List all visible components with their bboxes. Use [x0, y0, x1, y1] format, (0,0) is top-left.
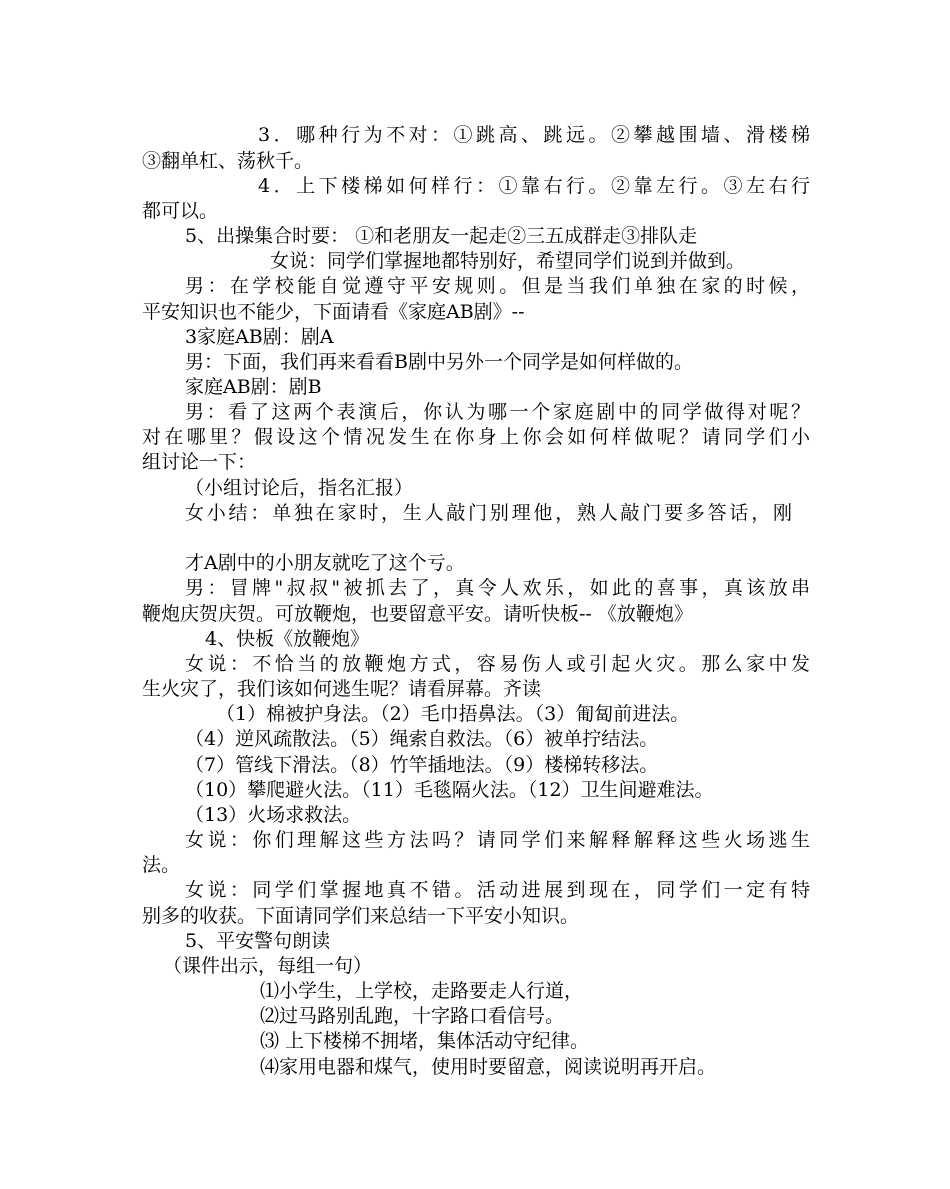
text-line: （课件出示，每组一句）	[163, 955, 373, 977]
text-line: （4）逆风疏散法。（5）绳索自救法。（6）被单拧结法。	[185, 728, 659, 750]
text-line: 生火灾了，我们该如何逃生呢？请看屏幕。齐读	[142, 678, 542, 700]
text-line: 对在哪里？假设这个情况发生在你身上你会如何样做呢？请同学们小	[142, 426, 810, 448]
text-line: 都可以。	[142, 200, 219, 222]
text-line: 男：在学校能自觉遵守平安规则。但是当我们单独在家的时候，	[185, 275, 810, 297]
text-line: 5、平安警句朗读	[185, 930, 331, 952]
text-line: ⑷家用电器和煤气，使用时要留意，阅读说明再开启。	[260, 1056, 717, 1078]
text-line: ③翻单杠、荡秋千。	[142, 150, 314, 172]
text-line: 女说：同学们掌握地真不错。活动进展到现在，同学们一定有特	[185, 879, 810, 901]
text-line: 男：看了这两个表演后，你认为哪一个家庭剧中的同学做得对呢？	[185, 401, 810, 423]
text-line: 4．上下楼梯如何样行：①靠右行。②靠左行。③左右行	[258, 175, 810, 197]
text-line: （7）管线下滑法。（8）竹竿插地法。（9）楼梯转移法。	[185, 754, 659, 776]
text-line: （10）攀爬避火法。（11）毛毯隔火法。（12）卫生间避难法。	[185, 779, 714, 801]
text-line: 才A剧中的小朋友就吃了这个亏。	[185, 552, 465, 574]
text-line: 家庭AB剧：剧B	[185, 376, 322, 398]
text-line: 女说：不恰当的放鞭炮方式，容易伤人或引起火灾。那么家中发	[185, 653, 810, 675]
text-line: 平安知识也不能少，下面请看《家庭AB剧》--	[142, 301, 525, 323]
text-line: （小组讨论后，指名汇报）	[185, 477, 414, 499]
text-line: 别多的收获。下面请同学们来总结一下平安小知识。	[142, 905, 580, 927]
text-line: 4、快板《放鞭炮》	[205, 628, 370, 650]
text-line: 女说：同学们掌握地都特别好，希望同学们说到并做到。	[270, 250, 746, 272]
text-line: ⑴小学生，上学校，走路要走人行道，	[260, 980, 584, 1002]
text-line: （13）火场求救法。	[185, 804, 362, 826]
text-line: ⑶ 上下楼梯不拥堵，集体活动守纪律。	[260, 1030, 590, 1052]
text-line: 男：冒牌"叔叔"被抓去了，真令人欢乐，如此的喜事，真该放串	[185, 577, 810, 599]
text-line: 5、出操集合时要： ①和老朋友一起走②三五成群走③排队走	[185, 225, 698, 247]
text-line: 女小结：单独在家时，生人敲门别理他，熟人敲门要多答话，刚	[185, 502, 792, 524]
text-line: 法。	[142, 854, 181, 876]
text-line: 组讨论一下：	[142, 451, 257, 473]
text-line: 鞭炮庆贺庆贺。可放鞭炮，也要留意平安。请听快板-- 《放鞭炮》	[142, 603, 693, 625]
text-line: （1）棉被护身法。（2）毛巾捂鼻法。（3）匍匐前进法。	[216, 703, 690, 725]
text-line: 3．哪种行为不对：①跳高、跳远。②攀越围墙、滑楼梯	[258, 124, 810, 146]
text-line: 女说：你们理解这些方法吗？请同学们来解释解释这些火场逃生	[185, 829, 810, 851]
text-line: 男：下面，我们再来看看B剧中另外一个同学是如何样做的。	[185, 351, 693, 373]
text-line: ⑵过马路别乱跑，十字路口看信号。	[260, 1005, 565, 1027]
text-line: 3家庭AB剧：剧A	[185, 326, 334, 348]
